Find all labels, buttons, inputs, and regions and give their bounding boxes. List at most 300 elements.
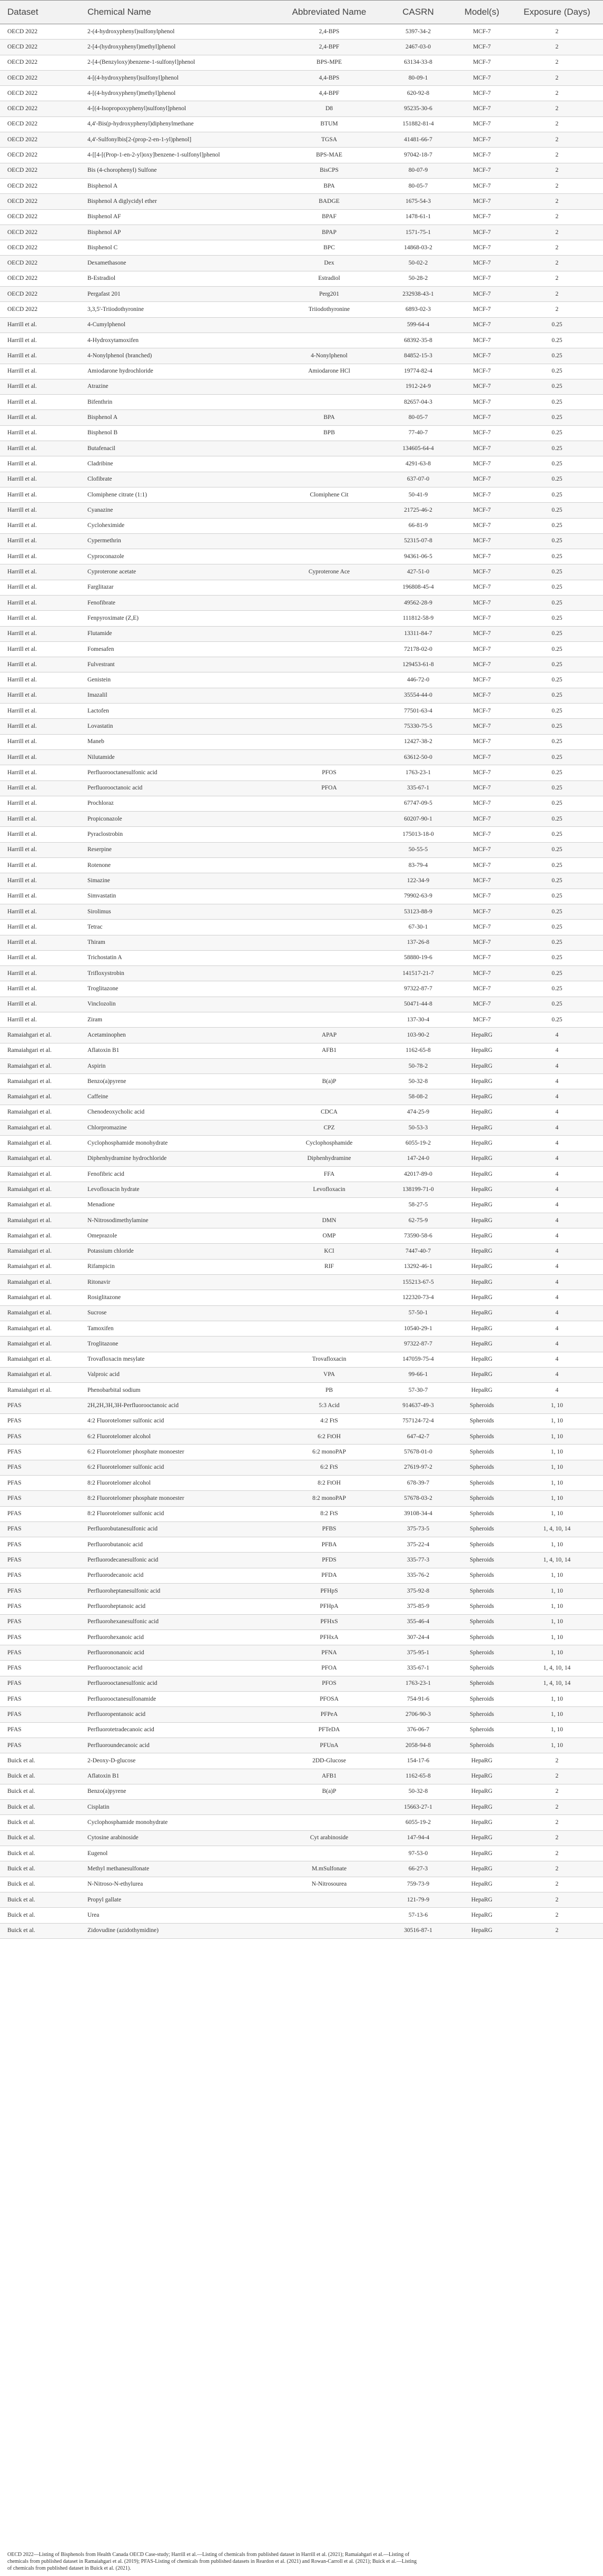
cell-model: Spheroids xyxy=(453,1661,511,1676)
cell-model: MCF-7 xyxy=(453,487,511,502)
cell-dataset: Harrill et al. xyxy=(0,580,80,595)
table-body xyxy=(0,24,603,1939)
table-row xyxy=(0,302,603,317)
cell-exposure: 0.25 xyxy=(511,749,603,765)
cell-model: Spheroids xyxy=(453,1413,511,1429)
cell-abbreviated-name xyxy=(275,1892,383,1907)
cell-chemical-name: Tamoxifen xyxy=(80,1321,275,1336)
cell-chemical-name: Perfluorobutanoic acid xyxy=(80,1537,275,1553)
cell-model: MCF-7 xyxy=(453,935,511,950)
cell-casrn: 335-77-3 xyxy=(383,1553,453,1568)
cell-casrn: 129453-61-8 xyxy=(383,657,453,672)
table-row xyxy=(0,1521,603,1537)
cell-casrn: 97322-87-7 xyxy=(383,981,453,997)
cell-exposure: 4 xyxy=(511,1120,603,1136)
cell-abbreviated-name: PFDS xyxy=(275,1553,383,1568)
cell-dataset: OECD 2022 xyxy=(0,148,80,163)
cell-exposure: 2 xyxy=(511,148,603,163)
cell-model: HepaRG xyxy=(453,1352,511,1367)
cell-model: MCF-7 xyxy=(453,827,511,842)
cell-abbreviated-name: 8:2 FtS xyxy=(275,1506,383,1521)
cell-model: MCF-7 xyxy=(453,302,511,317)
cell-dataset: Harrill et al. xyxy=(0,966,80,981)
cell-exposure: 2 xyxy=(511,1908,603,1923)
cell-dataset: PFAS xyxy=(0,1506,80,1521)
cell-abbreviated-name: 8:2 monoPAP xyxy=(275,1491,383,1506)
table-row xyxy=(0,549,603,564)
cell-casrn: 80-07-9 xyxy=(383,163,453,178)
table-row xyxy=(0,1460,603,1475)
cell-dataset: Ramaiahgari et al. xyxy=(0,1136,80,1151)
cell-model: HepaRG xyxy=(453,1923,511,1938)
cell-chemical-name: 4-[[4-[(Prop-1-en-2-yl)oxy]benzene-1-sulfonyl]phenol xyxy=(80,148,275,163)
cell-abbreviated-name: PFOA xyxy=(275,1661,383,1676)
cell-abbreviated-name xyxy=(275,827,383,842)
cell-exposure: 2 xyxy=(511,209,603,225)
cell-exposure: 0.25 xyxy=(511,873,603,889)
cell-dataset: Ramaiahgari et al. xyxy=(0,1105,80,1120)
cell-casrn: 355-46-4 xyxy=(383,1614,453,1629)
cell-chemical-name: Amiodarone hydrochloride xyxy=(80,364,275,379)
table-row xyxy=(0,595,603,610)
header-exposure: Exposure (Days) xyxy=(511,1,603,24)
cell-abbreviated-name: BTUM xyxy=(275,116,383,132)
cell-exposure: 0.25 xyxy=(511,595,603,610)
cell-chemical-name: Sucrose xyxy=(80,1305,275,1321)
cell-abbreviated-name: PFUnA xyxy=(275,1738,383,1753)
header-models: Model(s) xyxy=(453,1,511,24)
cell-model: MCF-7 xyxy=(453,765,511,780)
cell-chemical-name: Farglitazar xyxy=(80,580,275,595)
cell-exposure: 4 xyxy=(511,1275,603,1290)
cell-exposure: 1, 10 xyxy=(511,1583,603,1598)
cell-chemical-name: Benzo(a)pyrene xyxy=(80,1074,275,1089)
cell-model: Spheroids xyxy=(453,1475,511,1490)
cell-model: MCF-7 xyxy=(453,256,511,271)
table-row xyxy=(0,55,603,70)
cell-model: MCF-7 xyxy=(453,997,511,1012)
cell-model: HepaRG xyxy=(453,1074,511,1089)
cell-dataset: Buick et al. xyxy=(0,1861,80,1877)
cell-abbreviated-name xyxy=(275,966,383,981)
cell-dataset: Buick et al. xyxy=(0,1846,80,1861)
cell-abbreviated-name: N-Nitrosourea xyxy=(275,1877,383,1892)
cell-model: MCF-7 xyxy=(453,132,511,148)
cell-model: HepaRG xyxy=(453,1213,511,1228)
cell-chemical-name: Perfluorohexanoic acid xyxy=(80,1629,275,1645)
cell-chemical-name: Aspirin xyxy=(80,1058,275,1074)
cell-abbreviated-name xyxy=(275,1197,383,1213)
table-row xyxy=(0,209,603,225)
cell-abbreviated-name: Levofloxacin xyxy=(275,1182,383,1197)
cell-exposure: 0.25 xyxy=(511,672,603,688)
cell-model: MCF-7 xyxy=(453,518,511,533)
cell-casrn: 57-13-6 xyxy=(383,1908,453,1923)
cell-model: MCF-7 xyxy=(453,672,511,688)
cell-model: MCF-7 xyxy=(453,379,511,394)
table-header xyxy=(0,1,603,24)
cell-casrn: 138199-71-0 xyxy=(383,1182,453,1197)
cell-dataset: Harrill et al. xyxy=(0,317,80,333)
cell-abbreviated-name xyxy=(275,626,383,641)
cell-abbreviated-name xyxy=(275,749,383,765)
cell-model: MCF-7 xyxy=(453,549,511,564)
cell-model: MCF-7 xyxy=(453,719,511,734)
table-row xyxy=(0,518,603,533)
cell-exposure: 2 xyxy=(511,55,603,70)
table-row xyxy=(0,997,603,1012)
table-row xyxy=(0,70,603,85)
cell-exposure: 2 xyxy=(511,287,603,302)
cell-exposure: 2 xyxy=(511,240,603,256)
cell-exposure: 2 xyxy=(511,24,603,40)
cell-chemical-name: Tetrac xyxy=(80,920,275,935)
cell-dataset: PFAS xyxy=(0,1521,80,1537)
cell-dataset: PFAS xyxy=(0,1568,80,1583)
cell-casrn: 97322-87-7 xyxy=(383,1336,453,1352)
cell-dataset: PFAS xyxy=(0,1722,80,1738)
cell-chemical-name: Cisplatin xyxy=(80,1800,275,1815)
cell-casrn: 134605-64-4 xyxy=(383,441,453,456)
cell-model: MCF-7 xyxy=(453,920,511,935)
cell-chemical-name: Urea xyxy=(80,1908,275,1923)
cell-model: Spheroids xyxy=(453,1676,511,1691)
cell-exposure: 2 xyxy=(511,178,603,193)
cell-dataset: OECD 2022 xyxy=(0,55,80,70)
cell-dataset: Harrill et al. xyxy=(0,657,80,672)
cell-exposure: 0.25 xyxy=(511,719,603,734)
cell-casrn: 147-24-0 xyxy=(383,1151,453,1166)
cell-model: MCF-7 xyxy=(453,410,511,425)
cell-chemical-name: 2-[4-(Benzyloxy)benzene-1-sulfonyl]phenol xyxy=(80,55,275,70)
cell-casrn: 599-64-4 xyxy=(383,317,453,333)
cell-abbreviated-name: BPS-MAE xyxy=(275,148,383,163)
cell-chemical-name: Bifenthrin xyxy=(80,395,275,410)
cell-casrn: 73590-58-6 xyxy=(383,1228,453,1244)
cell-chemical-name: Fomesafen xyxy=(80,641,275,657)
cell-chemical-name: Trovafloxacin mesylate xyxy=(80,1352,275,1367)
cell-abbreviated-name xyxy=(275,1923,383,1938)
cell-model: MCF-7 xyxy=(453,950,511,965)
cell-casrn: 63134-33-8 xyxy=(383,55,453,70)
cell-model: Spheroids xyxy=(453,1738,511,1753)
cell-model: HepaRG xyxy=(453,1166,511,1182)
cell-dataset: OECD 2022 xyxy=(0,240,80,256)
cell-dataset: OECD 2022 xyxy=(0,70,80,85)
table-row xyxy=(0,379,603,394)
cell-chemical-name: Perfluoroheptanoic acid xyxy=(80,1599,275,1614)
cell-model: HepaRG xyxy=(453,1089,511,1105)
cell-casrn: 82657-04-3 xyxy=(383,395,453,410)
cell-exposure: 0.25 xyxy=(511,842,603,857)
cell-dataset: Harrill et al. xyxy=(0,472,80,487)
cell-exposure: 0.25 xyxy=(511,410,603,425)
cell-dataset: PFAS xyxy=(0,1583,80,1598)
cell-model: Spheroids xyxy=(453,1521,511,1537)
cell-abbreviated-name: PFBA xyxy=(275,1537,383,1553)
cell-abbreviated-name xyxy=(275,1800,383,1815)
cell-dataset: Harrill et al. xyxy=(0,410,80,425)
cell-casrn: 60207-90-1 xyxy=(383,812,453,827)
cell-chemical-name: Aflatoxin B1 xyxy=(80,1769,275,1784)
cell-model: Spheroids xyxy=(453,1460,511,1475)
cell-casrn: 7447-40-7 xyxy=(383,1244,453,1259)
cell-exposure: 2 xyxy=(511,1846,603,1861)
cell-dataset: OECD 2022 xyxy=(0,271,80,286)
table-row xyxy=(0,966,603,981)
cell-abbreviated-name xyxy=(275,595,383,610)
table-row xyxy=(0,425,603,441)
cell-chemical-name: Cycloheximide xyxy=(80,518,275,533)
cell-chemical-name: 4-Cumylphenol xyxy=(80,317,275,333)
cell-exposure: 4 xyxy=(511,1043,603,1058)
cell-abbreviated-name xyxy=(275,379,383,394)
table-row xyxy=(0,1923,603,1938)
cell-abbreviated-name: TGSA xyxy=(275,132,383,148)
cell-dataset: Harrill et al. xyxy=(0,796,80,811)
cell-dataset: Buick et al. xyxy=(0,1892,80,1907)
cell-chemical-name: Ritonavir xyxy=(80,1275,275,1290)
cell-dataset: Harrill et al. xyxy=(0,889,80,904)
cell-abbreviated-name: Clomiphene Cit xyxy=(275,487,383,502)
cell-exposure: 4 xyxy=(511,1259,603,1274)
table-row xyxy=(0,1043,603,1058)
table-row xyxy=(0,1413,603,1429)
cell-dataset: Ramaiahgari et al. xyxy=(0,1336,80,1352)
cell-exposure: 0.25 xyxy=(511,641,603,657)
cell-model: HepaRG xyxy=(453,1043,511,1058)
cell-model: MCF-7 xyxy=(453,966,511,981)
cell-dataset: Harrill et al. xyxy=(0,734,80,749)
cell-model: MCF-7 xyxy=(453,889,511,904)
table-row xyxy=(0,749,603,765)
cell-abbreviated-name xyxy=(275,672,383,688)
table-row xyxy=(0,1707,603,1722)
cell-chemical-name: 4-Hydroxytamoxifen xyxy=(80,333,275,348)
cell-casrn: 2706-90-3 xyxy=(383,1707,453,1722)
cell-dataset: Harrill et al. xyxy=(0,549,80,564)
cell-abbreviated-name xyxy=(275,812,383,827)
cell-exposure: 0.25 xyxy=(511,997,603,1012)
cell-exposure: 4 xyxy=(511,1367,603,1382)
cell-dataset: PFAS xyxy=(0,1429,80,1445)
cell-exposure: 2 xyxy=(511,1784,603,1799)
cell-abbreviated-name xyxy=(275,641,383,657)
cell-dataset: PFAS xyxy=(0,1676,80,1691)
cell-dataset: Harrill et al. xyxy=(0,564,80,580)
cell-chemical-name: B-Estradiol xyxy=(80,271,275,286)
cell-model: Spheroids xyxy=(453,1599,511,1614)
cell-abbreviated-name xyxy=(275,1846,383,1861)
cell-exposure: 1, 10 xyxy=(511,1506,603,1521)
cell-model: Spheroids xyxy=(453,1629,511,1645)
cell-chemical-name: Cyanazine xyxy=(80,503,275,518)
cell-model: MCF-7 xyxy=(453,116,511,132)
cell-model: MCF-7 xyxy=(453,101,511,116)
cell-dataset: PFAS xyxy=(0,1537,80,1553)
cell-model: MCF-7 xyxy=(453,595,511,610)
table-row xyxy=(0,688,603,703)
cell-model: HepaRG xyxy=(453,1383,511,1398)
cell-model: Spheroids xyxy=(453,1506,511,1521)
cell-dataset: Buick et al. xyxy=(0,1769,80,1784)
cell-casrn: 647-42-7 xyxy=(383,1429,453,1445)
cell-abbreviated-name xyxy=(275,704,383,719)
cell-abbreviated-name xyxy=(275,1908,383,1923)
table-row xyxy=(0,1166,603,1182)
cell-abbreviated-name: CPZ xyxy=(275,1120,383,1136)
cell-exposure: 0.25 xyxy=(511,704,603,719)
cell-chemical-name: 4,4'-Sulfonylbis[2-(prop-2-en-1-yl)phenol] xyxy=(80,132,275,148)
table-row xyxy=(0,148,603,163)
cell-casrn: 121-79-9 xyxy=(383,1892,453,1907)
cell-model: HepaRG xyxy=(453,1321,511,1336)
table-row xyxy=(0,611,603,626)
cell-exposure: 4 xyxy=(511,1290,603,1305)
cell-casrn: 1162-65-8 xyxy=(383,1043,453,1058)
cell-casrn: 50-53-3 xyxy=(383,1120,453,1136)
cell-casrn: 77501-63-4 xyxy=(383,704,453,719)
table-row xyxy=(0,1722,603,1738)
cell-chemical-name: Omeprazole xyxy=(80,1228,275,1244)
cell-dataset: Ramaiahgari et al. xyxy=(0,1383,80,1398)
cell-chemical-name: Bisphenol B xyxy=(80,425,275,441)
cell-exposure: 2 xyxy=(511,1877,603,1892)
cell-casrn: 13292-46-1 xyxy=(383,1259,453,1274)
cell-chemical-name: Bisphenol AP xyxy=(80,225,275,240)
cell-exposure: 4 xyxy=(511,1151,603,1166)
cell-casrn: 57-50-1 xyxy=(383,1305,453,1321)
cell-casrn: 77-40-7 xyxy=(383,425,453,441)
cell-exposure: 0.25 xyxy=(511,549,603,564)
cell-abbreviated-name: AFB1 xyxy=(275,1769,383,1784)
table-row xyxy=(0,1074,603,1089)
cell-exposure: 1, 10 xyxy=(511,1738,603,1753)
cell-chemical-name: Rifampicin xyxy=(80,1259,275,1274)
cell-chemical-name: Perfluorodecanoic acid xyxy=(80,1568,275,1583)
table-row xyxy=(0,1305,603,1321)
cell-abbreviated-name: Triiodothyronine xyxy=(275,302,383,317)
cell-casrn: 111812-58-9 xyxy=(383,611,453,626)
cell-chemical-name: Flutamide xyxy=(80,626,275,641)
cell-exposure: 2 xyxy=(511,302,603,317)
cell-exposure: 1, 10 xyxy=(511,1599,603,1614)
cell-dataset: Ramaiahgari et al. xyxy=(0,1259,80,1274)
cell-model: Spheroids xyxy=(453,1398,511,1413)
cell-exposure: 0.25 xyxy=(511,611,603,626)
cell-exposure: 4 xyxy=(511,1089,603,1105)
cell-casrn: 1675-54-3 xyxy=(383,194,453,209)
cell-dataset: Harrill et al. xyxy=(0,395,80,410)
cell-dataset: Ramaiahgari et al. xyxy=(0,1028,80,1043)
cell-exposure: 0.25 xyxy=(511,626,603,641)
cell-dataset: Ramaiahgari et al. xyxy=(0,1120,80,1136)
cell-chemical-name: Propiconazole xyxy=(80,812,275,827)
cell-casrn: 376-06-7 xyxy=(383,1722,453,1738)
cell-chemical-name: Perfluoropentanoic acid xyxy=(80,1707,275,1722)
cell-casrn: 141517-21-7 xyxy=(383,966,453,981)
cell-model: HepaRG xyxy=(453,1861,511,1877)
cell-model: Spheroids xyxy=(453,1429,511,1445)
cell-exposure: 2 xyxy=(511,1815,603,1830)
cell-abbreviated-name xyxy=(275,580,383,595)
table-row xyxy=(0,1105,603,1120)
cell-abbreviated-name: PFOS xyxy=(275,1676,383,1691)
cell-abbreviated-name: FFA xyxy=(275,1166,383,1182)
cell-model: Spheroids xyxy=(453,1553,511,1568)
cell-abbreviated-name xyxy=(275,858,383,873)
cell-casrn: 99-66-1 xyxy=(383,1367,453,1382)
cell-casrn: 147059-75-4 xyxy=(383,1352,453,1367)
cell-model: MCF-7 xyxy=(453,395,511,410)
cell-dataset: Harrill et al. xyxy=(0,704,80,719)
table-row xyxy=(0,796,603,811)
cell-casrn: 754-91-6 xyxy=(383,1692,453,1707)
table-row xyxy=(0,1491,603,1506)
cell-abbreviated-name: BPAF xyxy=(275,209,383,225)
cell-exposure: 1, 4, 10, 14 xyxy=(511,1676,603,1691)
cell-exposure: 0.25 xyxy=(511,827,603,842)
cell-dataset: Harrill et al. xyxy=(0,364,80,379)
table-row xyxy=(0,935,603,950)
cell-chemical-name: 6:2 Fluorotelomer phosphate monoester xyxy=(80,1445,275,1460)
cell-exposure: 1, 10 xyxy=(511,1568,603,1583)
cell-dataset: Harrill et al. xyxy=(0,518,80,533)
cell-abbreviated-name: PFHxS xyxy=(275,1614,383,1629)
cell-chemical-name: 6:2 Fluorotelomer sulfonic acid xyxy=(80,1460,275,1475)
cell-dataset: Harrill et al. xyxy=(0,749,80,765)
cell-dataset: Harrill et al. xyxy=(0,333,80,348)
cell-dataset: PFAS xyxy=(0,1599,80,1614)
cell-dataset: Harrill et al. xyxy=(0,425,80,441)
cell-chemical-name: Rosiglitazone xyxy=(80,1290,275,1305)
cell-exposure: 1, 10 xyxy=(511,1475,603,1490)
cell-chemical-name: Bisphenol AF xyxy=(80,209,275,225)
cell-casrn: 57-30-7 xyxy=(383,1383,453,1398)
cell-exposure: 0.25 xyxy=(511,920,603,935)
cell-casrn: 50-32-8 xyxy=(383,1784,453,1799)
cell-model: HepaRG xyxy=(453,1244,511,1259)
cell-abbreviated-name xyxy=(275,472,383,487)
table-row xyxy=(0,858,603,873)
table-row xyxy=(0,163,603,178)
cell-chemical-name: 2-Deoxy-D-glucose xyxy=(80,1753,275,1769)
cell-exposure: 1, 10 xyxy=(511,1445,603,1460)
cell-abbreviated-name xyxy=(275,1275,383,1290)
cell-casrn: 19774-82-4 xyxy=(383,364,453,379)
cell-exposure: 2 xyxy=(511,40,603,55)
cell-abbreviated-name xyxy=(275,1012,383,1028)
cell-exposure: 1, 10 xyxy=(511,1398,603,1413)
table-row xyxy=(0,1583,603,1598)
cell-model: Spheroids xyxy=(453,1692,511,1707)
table-row xyxy=(0,1383,603,1398)
cell-model: MCF-7 xyxy=(453,148,511,163)
cell-exposure: 0.25 xyxy=(511,564,603,580)
cell-chemical-name: Prochloraz xyxy=(80,796,275,811)
cell-abbreviated-name xyxy=(275,518,383,533)
cell-casrn: 914637-49-3 xyxy=(383,1398,453,1413)
cell-abbreviated-name: PFTeDA xyxy=(275,1722,383,1738)
cell-abbreviated-name: DMN xyxy=(275,1213,383,1228)
cell-model: HepaRG xyxy=(453,1336,511,1352)
cell-model: HepaRG xyxy=(453,1275,511,1290)
cell-chemical-name: Cladribine xyxy=(80,456,275,472)
table-row xyxy=(0,86,603,101)
table-row xyxy=(0,487,603,502)
cell-abbreviated-name xyxy=(275,796,383,811)
cell-dataset: PFAS xyxy=(0,1645,80,1661)
